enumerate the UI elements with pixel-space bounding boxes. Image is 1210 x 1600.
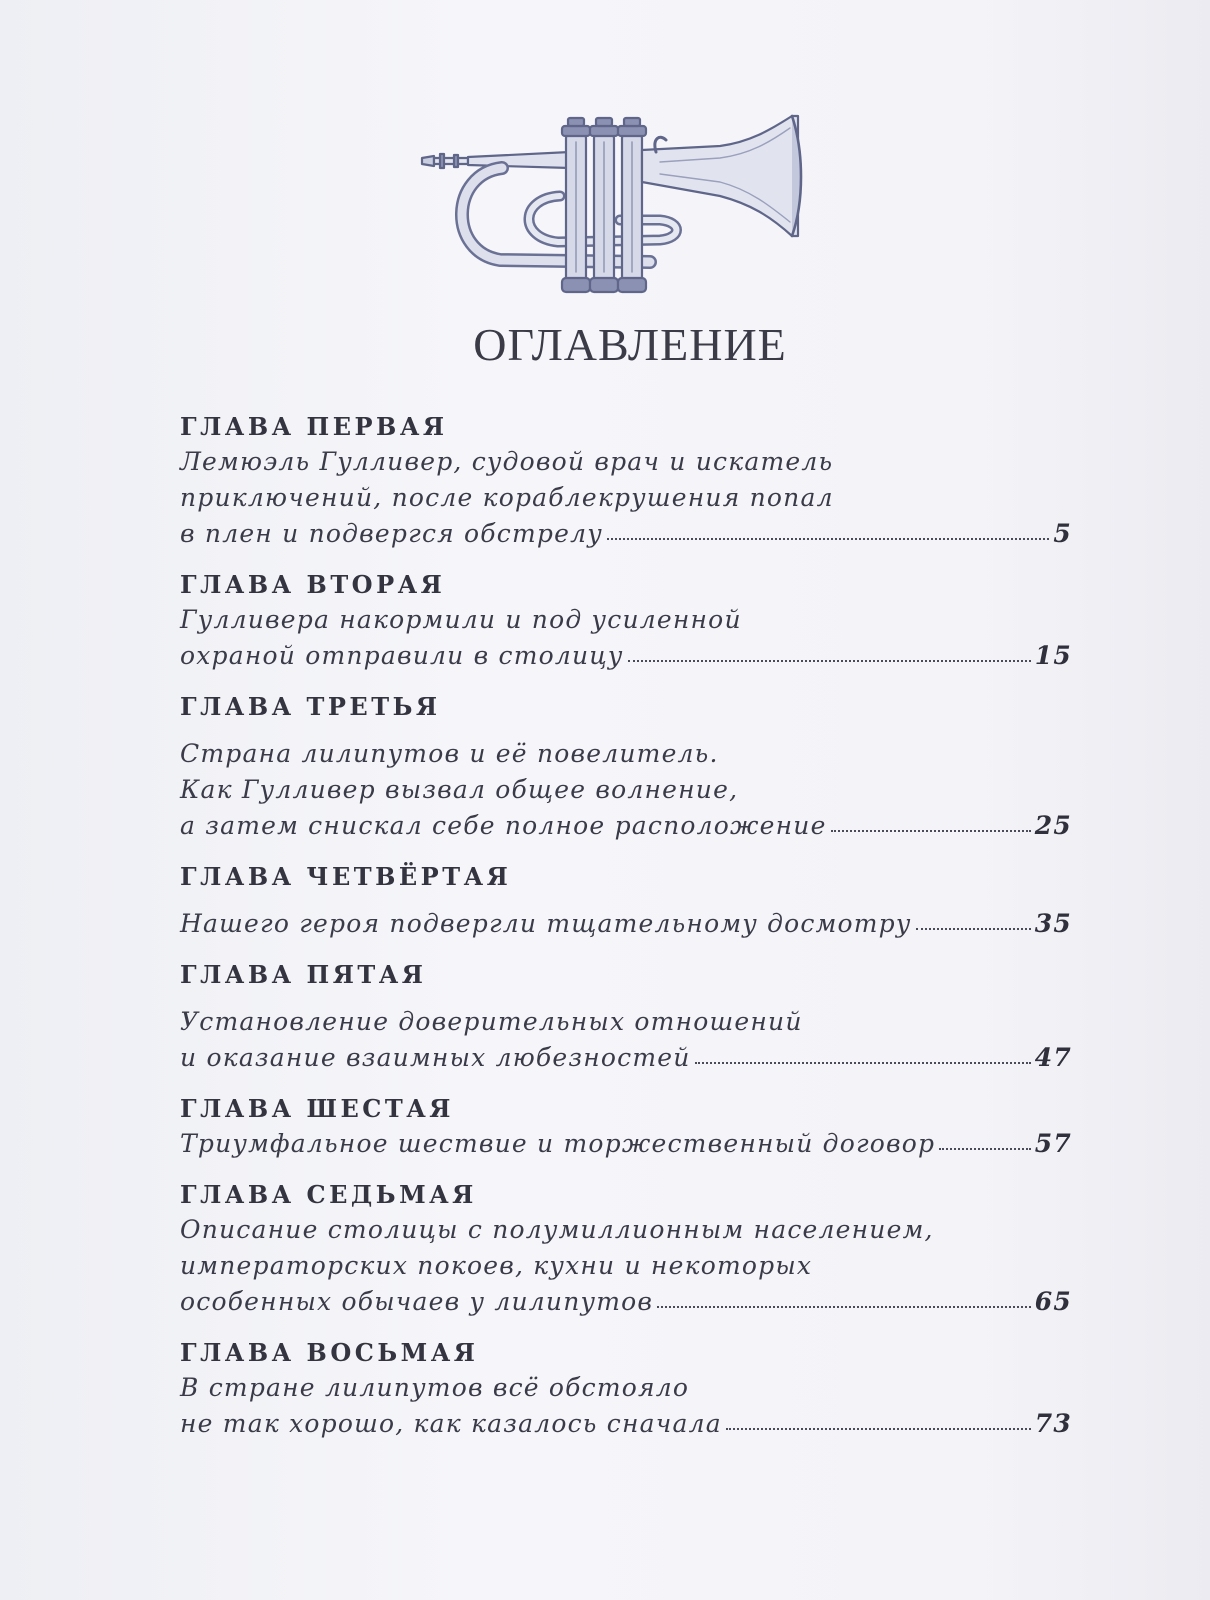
page-number: 15 (1034, 641, 1072, 670)
toc-entry-6[interactable] (180, 1092, 1072, 1162)
dot-leader (831, 830, 1031, 832)
chapter-description-last-line (180, 1406, 1072, 1442)
page-number: 35 (1034, 909, 1072, 938)
dot-leader (726, 1428, 1031, 1430)
chapter-description-last-line (180, 1126, 1072, 1162)
dot-leader (939, 1148, 1031, 1150)
chapter-description-last-line (180, 906, 1072, 942)
chapter-description-text: и оказание взаимных любезностей (180, 1043, 691, 1072)
chapter-description-line: Страна лилипутов и её повелитель. (180, 739, 719, 768)
toc-entry-1[interactable] (180, 410, 1072, 552)
page-number: 57 (1034, 1129, 1072, 1158)
dot-leader (657, 1306, 1031, 1308)
chapter-label: ГЛАВА ШЕСТАЯ (180, 1094, 454, 1123)
dot-leader (607, 538, 1050, 540)
chapter-label: ГЛАВА ПЯТАЯ (180, 960, 427, 989)
toc-entry-7[interactable] (180, 1178, 1072, 1320)
chapter-description-line: Лемюэль Гулливер, судовой врач и искатель (180, 447, 834, 476)
dot-leader (695, 1062, 1031, 1064)
chapter-description-line: императорских покоев, кухни и некоторых (180, 1251, 813, 1280)
chapter-label: ГЛАВА ВТОРАЯ (180, 570, 446, 599)
chapter-label: ГЛАВА ВОСЬМАЯ (180, 1338, 479, 1367)
table-of-contents (180, 410, 1072, 1458)
chapter-description-text: особенных обычаев у лилипутов (180, 1287, 654, 1316)
chapter-label: ГЛАВА ТРЕТЬЯ (180, 692, 441, 721)
page-title: ОГЛАВЛЕНИЕ (473, 319, 787, 370)
trumpet-icon (420, 112, 810, 302)
chapter-description-last-line (180, 516, 1072, 552)
chapter-description-text: Триумфальное шествие и торжественный договор (180, 1129, 936, 1158)
toc-entry-5[interactable] (180, 958, 1072, 1076)
chapter-description-line: Как Гулливер вызвал общее волнение, (180, 775, 739, 804)
chapter-description-text: а затем снискал себе полное расположение (180, 811, 827, 840)
toc-entry-4[interactable] (180, 860, 1072, 942)
chapter-description-line: приключений, после кораблекрушения попал (180, 483, 834, 512)
chapter-description-text: в плен и подвергся обстрелу (180, 519, 603, 548)
chapter-description-last-line (180, 1284, 1072, 1320)
toc-entry-3[interactable] (180, 690, 1072, 844)
chapter-label: ГЛАВА ЧЕТВЁРТАЯ (180, 862, 512, 891)
page-number: 73 (1034, 1409, 1072, 1438)
chapter-description-last-line (180, 1040, 1072, 1076)
chapter-description-last-line (180, 808, 1072, 844)
chapter-description-text: Нашего героя подвергли тщательному досмотру (180, 909, 912, 938)
chapter-label: ГЛАВА СЕДЬМАЯ (180, 1180, 477, 1209)
chapter-description-line: Установление доверительных отношений (180, 1007, 803, 1036)
chapter-description-text: не так хорошо, как казалось сначала (180, 1409, 722, 1438)
page-number: 47 (1034, 1043, 1072, 1072)
chapter-description-line: Гулливера накормили и под усиленной (180, 605, 742, 634)
chapter-description-last-line (180, 638, 1072, 674)
dot-leader (916, 928, 1031, 930)
toc-entry-2[interactable] (180, 568, 1072, 674)
page-number: 5 (1053, 519, 1072, 548)
chapter-label: ГЛАВА ПЕРВАЯ (180, 412, 448, 441)
chapter-description-line: В стране лилипутов всё обстояло (180, 1373, 690, 1402)
chapter-description-line: Описание столицы с полумиллионным населением, (180, 1215, 934, 1244)
page-number: 65 (1034, 1287, 1072, 1316)
dot-leader (628, 660, 1031, 662)
chapter-description-text: охраной отправили в столицу (180, 641, 624, 670)
page-number: 25 (1034, 811, 1072, 840)
toc-entry-8[interactable] (180, 1336, 1072, 1442)
